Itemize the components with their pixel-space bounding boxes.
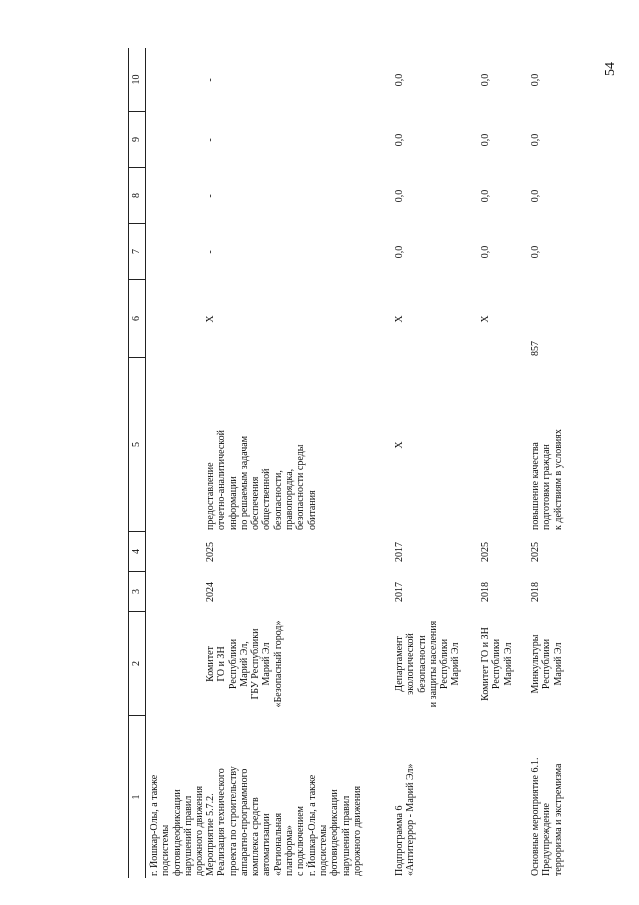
row2-col5: X bbox=[394, 441, 405, 449]
row4-col7: 0,0 bbox=[530, 245, 541, 259]
header-col-3: 3 bbox=[128, 572, 145, 612]
row2-col8: 0,0 bbox=[394, 189, 405, 203]
row1-col7: - bbox=[205, 250, 216, 254]
row1-col8: - bbox=[205, 194, 216, 198]
row2-col7: 0,0 bbox=[394, 245, 405, 259]
row4-col4: 2025 bbox=[530, 542, 541, 562]
row2-col1: Подпрограмма 6 «Антитеррор - Марий Эл» bbox=[394, 763, 417, 876]
row3-col9: 0,0 bbox=[480, 133, 491, 147]
row1-col1: Мероприятие 5.7.2. Реализация технического проекта по строительству аппаратно-программного комплекса средств автоматизации «Региональная платформа» с подключением г. Йошкар-Олы, а также подсистемы фотовидеофиксации нарушений правил дорожного движения bbox=[205, 766, 363, 876]
row3-col7: 0,0 bbox=[480, 245, 491, 259]
row1-col6: X bbox=[205, 315, 216, 323]
row2-col6: X bbox=[394, 315, 405, 323]
header-col-10: 10 bbox=[128, 48, 145, 112]
row4-col8: 0,0 bbox=[530, 189, 541, 203]
header-col-4: 4 bbox=[128, 532, 145, 572]
row4-col2: Минкультуры Республики Марий Эл bbox=[530, 634, 564, 694]
header-col-8: 8 bbox=[128, 168, 145, 224]
row2-col4: 2017 bbox=[394, 542, 405, 562]
row4-col5: повышение качества подготовки граждан к действиям в условиях bbox=[530, 429, 564, 530]
row2-col10: 0,0 bbox=[394, 73, 405, 87]
row4-col6: 857 bbox=[530, 341, 541, 356]
row2-col9: 0,0 bbox=[394, 133, 405, 147]
row3-col6: X bbox=[480, 315, 491, 323]
row3-col10: 0,0 bbox=[480, 73, 491, 87]
row3-col3: 2018 bbox=[480, 582, 491, 602]
row2-col3: 2017 bbox=[394, 582, 405, 602]
row4-col1: Основные мероприятие 6.1. Предупреждение терроризма и экстремизма bbox=[530, 757, 564, 876]
header-col-2: 2 bbox=[128, 612, 145, 716]
header-col-9: 9 bbox=[128, 112, 145, 168]
row1-col5: предоставление отчетно-аналитической информации по решаемым задачам обеспечения общественной безопасности, правопорядка, безопасности среды обитания bbox=[205, 430, 318, 530]
row1-col2: Комитет ГО и ЗН Республики Марий Эл, ГБУ Республики Марий Эл «Безопасный город» bbox=[205, 620, 284, 708]
page-number: 54 bbox=[603, 62, 618, 76]
row2-col2: Департамент экологической безопасности и защиты населения Республики Марий Эл bbox=[394, 620, 462, 708]
row1-col9: - bbox=[205, 138, 216, 142]
header-col-7: 7 bbox=[128, 224, 145, 280]
header-col-6: 6 bbox=[128, 280, 145, 358]
row3-col2: Комитет ГО и ЗН Республики Марий Эл bbox=[480, 627, 514, 701]
row3-col4: 2025 bbox=[480, 542, 491, 562]
row1-col10: - bbox=[205, 78, 216, 82]
header-col-1: 1 bbox=[131, 794, 142, 800]
row4-col10: 0,0 bbox=[530, 73, 541, 87]
row3-col8: 0,0 bbox=[480, 189, 491, 203]
row1-col3: 2024 bbox=[205, 582, 216, 602]
row4-col3: 2018 bbox=[530, 582, 541, 602]
row0-col1: г. Йошкар-Олы, а также подсистемы фотовидеофиксации нарушений правил дорожного движения bbox=[149, 774, 206, 876]
row1-col4: 2025 bbox=[205, 542, 216, 562]
row4-col9: 0,0 bbox=[530, 133, 541, 147]
header-bottom-line bbox=[145, 48, 146, 878]
header-col-5: 5 bbox=[128, 358, 145, 532]
